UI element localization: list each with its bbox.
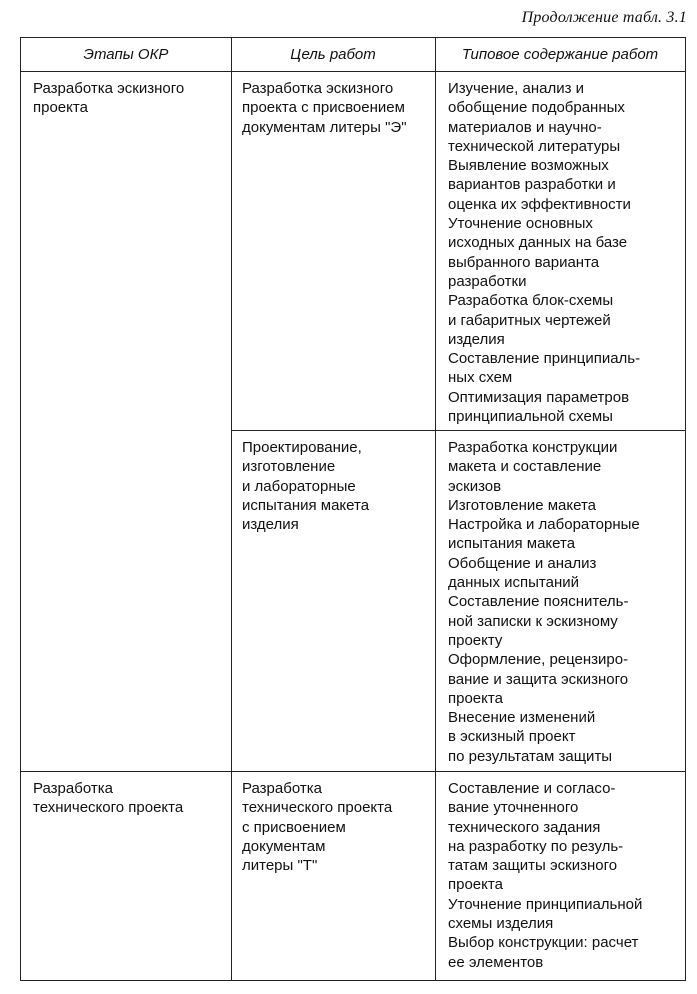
okr-stages-table [20, 37, 686, 981]
row2-goal: Проектирование, изготовление и лабораторные испытания макета изделия [242, 439, 370, 534]
header-content: Типовое содержание работ [461, 46, 659, 63]
row2-content: Разработка конструкции макета и составление эскизов Изготовление макета Настройка и лабораторные испытания макета Обобщение и анализ данных испытаний Составление пояснитель- ной записки к эскизному проекту Оформление, рецензиро- вание и защита эскизного проекта Внесение изменений в эскизный проект по результатам защиты [448, 439, 640, 765]
column-divider-1 [231, 38, 232, 980]
row-divider-1 [231, 430, 685, 431]
row3-goal: Разработка технического проекта с присвоением документам литеры "Т" [242, 780, 393, 875]
row3-stage: Разработка технического проекта [33, 780, 184, 817]
header-stage: Этапы ОКР [83, 46, 169, 63]
table-caption: Продолжение табл. 3.1 [521, 9, 687, 26]
row-divider-2 [21, 771, 685, 772]
row1-content: Изучение, анализ и обобщение подобранных материалов и научно- технической литературы Выявление возможных вариантов разработки и оценка их эффективности Уточнение основных исходных данных на базе выбранного варианта разработки Разработка блок-схемы и габаритных чертежей изделия Составление принципиаль- ных схем Оптимизация параметров принципиальной схемы [448, 80, 641, 426]
header-goal: Цель работ [290, 46, 376, 63]
header-divider [21, 71, 685, 72]
row1-goal: Разработка эскизного проекта с присвоением документам литеры "Э" [242, 80, 407, 136]
row3-content: Составление и согласо- вание уточненного технического задания на разработку по резуль- татам защиты эскизного проекта Уточнение принципиальной схемы изделия Выбор конструкции: расчет ее элементов [448, 780, 643, 971]
row1-stage: Разработка эскизного проекта [33, 80, 185, 117]
column-divider-2 [435, 38, 436, 980]
